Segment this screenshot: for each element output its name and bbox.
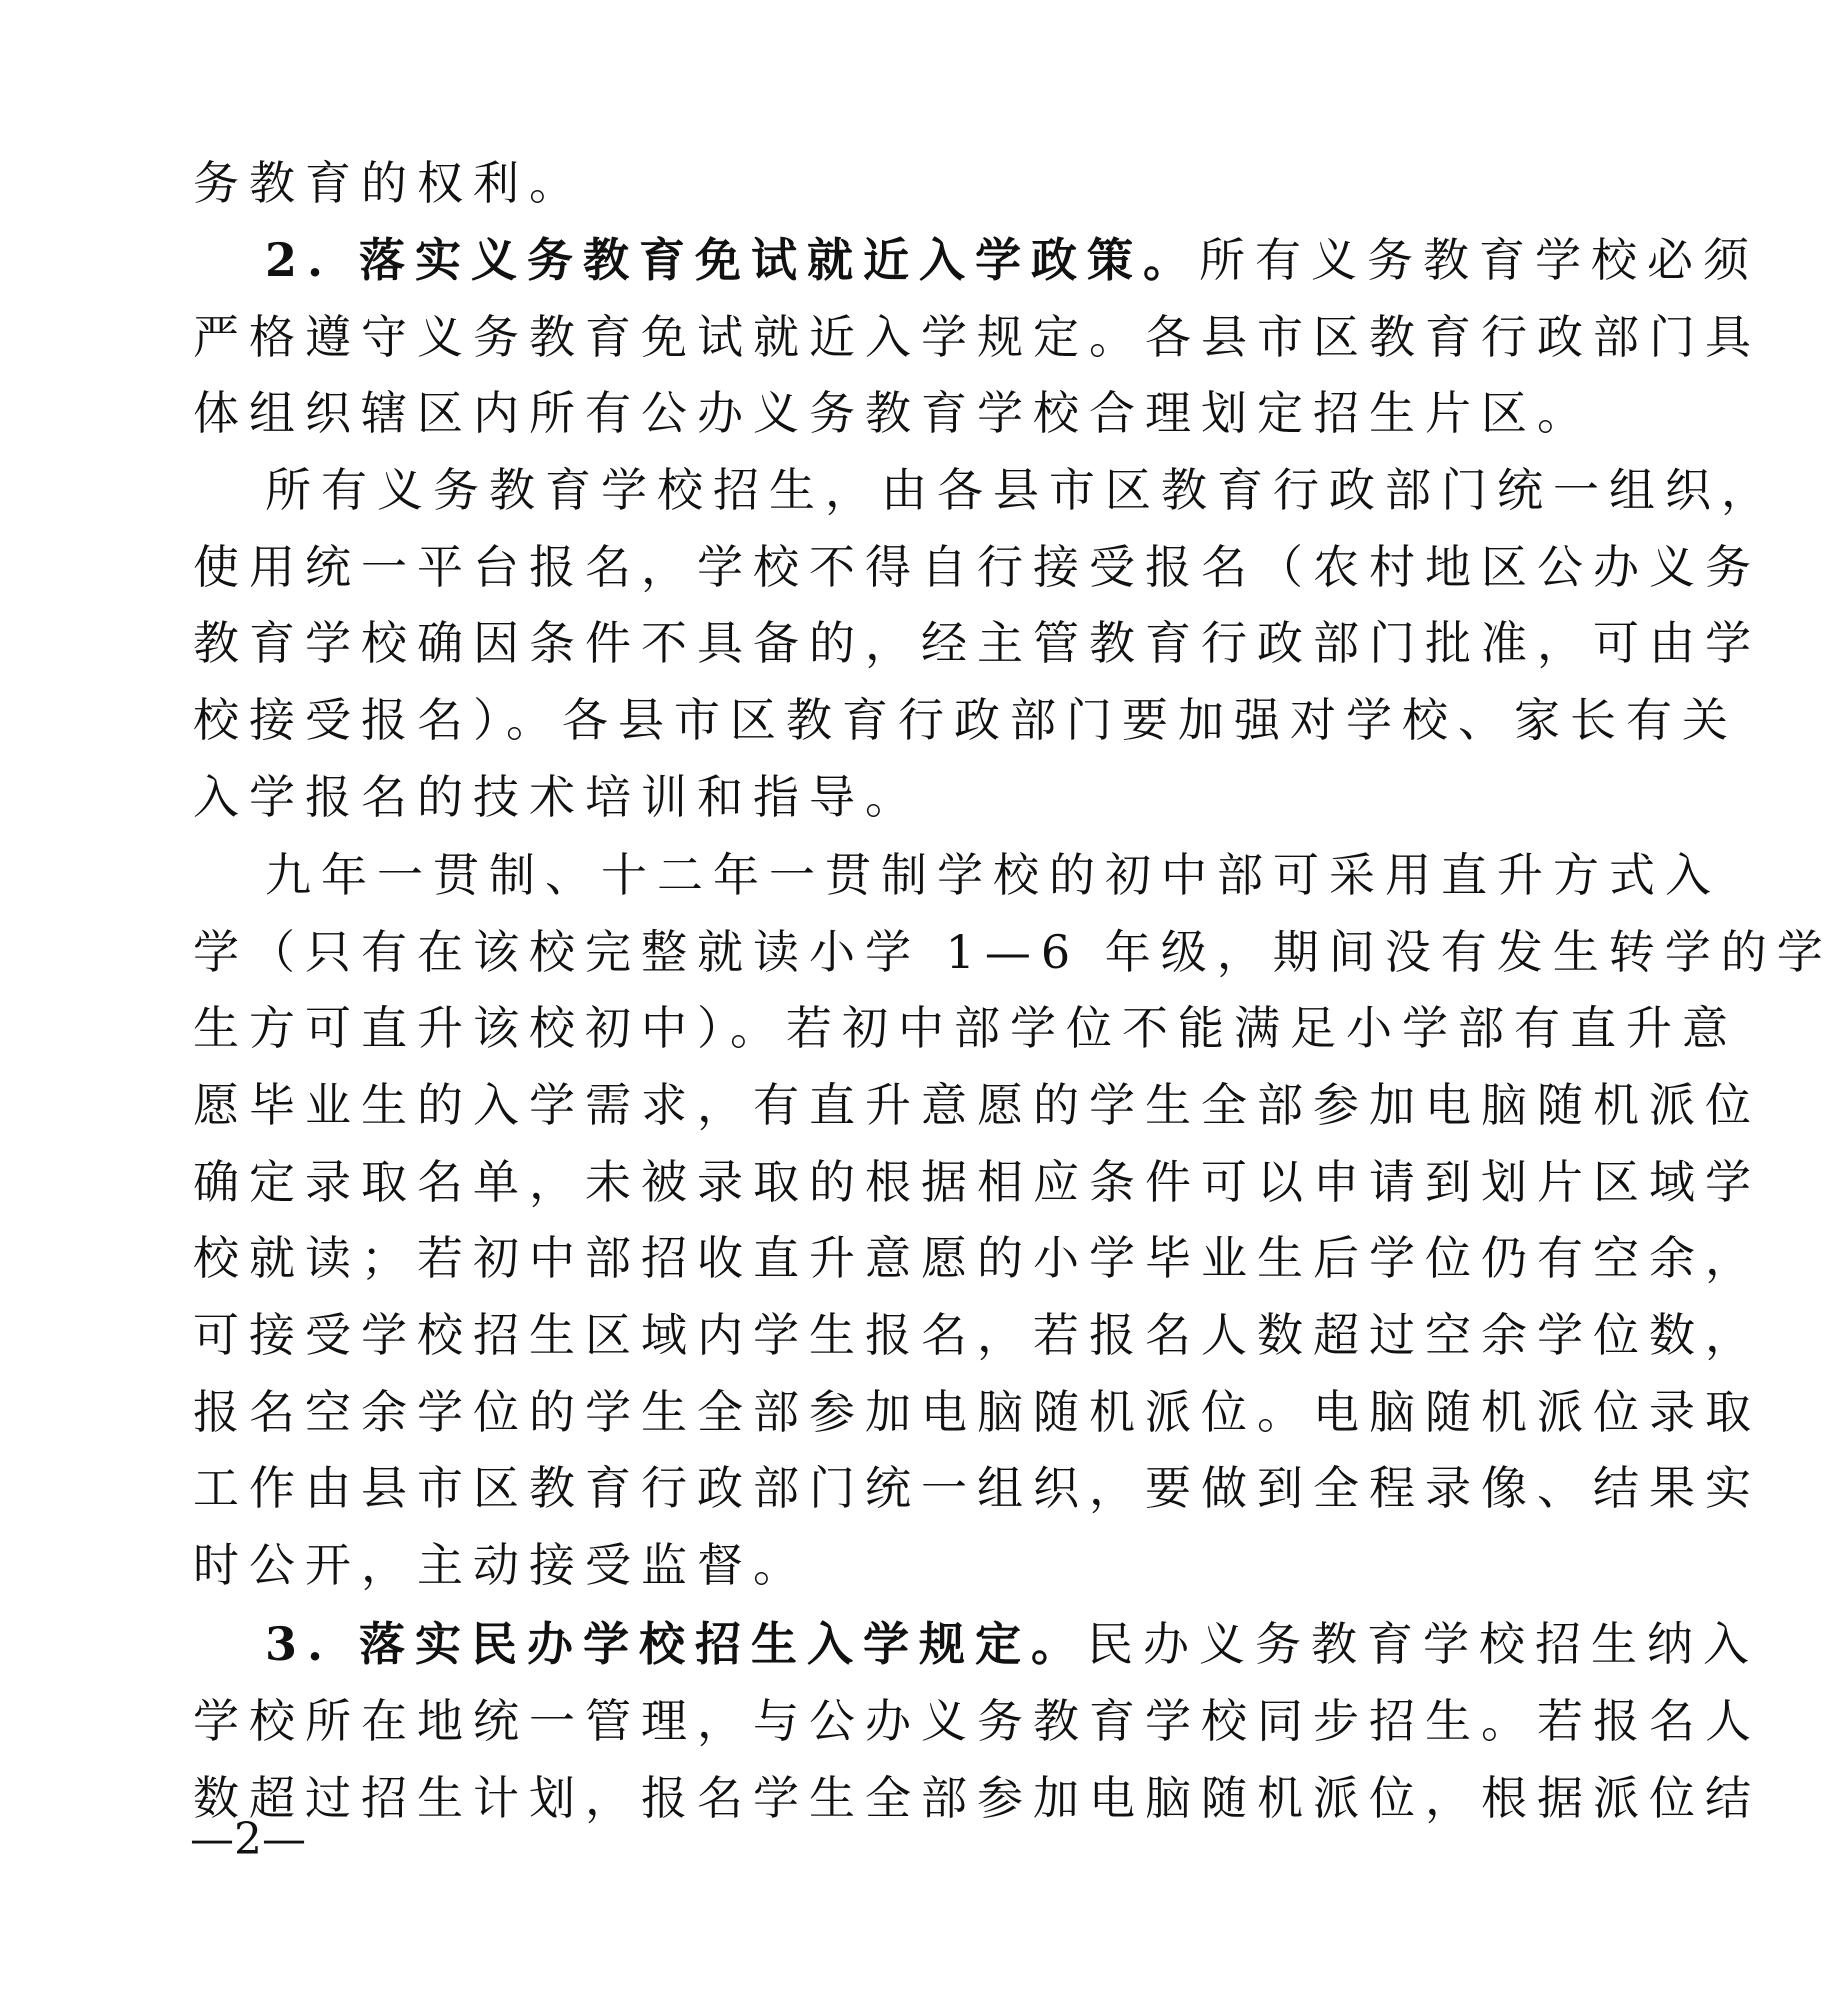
section-heading: 3. 落实民办学校招生入学规定。 <box>265 1617 1088 1671</box>
text-line <box>265 225 1759 295</box>
text-line: 报名空余学位的学生全部参加电脑随机派位。电脑随机派位录取 <box>193 1385 1761 1439</box>
text-line-content: 民办义务教育学校招生纳入 <box>1087 1617 1760 1671</box>
text-line: 愿毕业生的入学需求，有直升意愿的学生全部参加电脑随机派位 <box>193 1078 1761 1132</box>
text-line: 严格遵守义务教育免试就近入学规定。各县市区教育行政部门具 <box>193 310 1761 364</box>
text-line: 工作由县市区教育行政部门统一组织，要做到全程录像、结果实 <box>193 1461 1761 1515</box>
text-line: 可接受学校招生区域内学生报名，若报名人数超过空余学位数， <box>193 1308 1761 1362</box>
text-line: 体组织辖区内所有公办义务教育学校合理划定招生片区。 <box>193 386 1593 440</box>
text-line: 学（只有在该校完整就读小学 1—6 年级，期间没有发生转学的学 <box>193 925 1833 979</box>
text-line <box>265 1609 1759 1679</box>
text-line: 校接受报名）。各县市区教育行政部门要加强对学校、家长有关 <box>193 693 1738 747</box>
page-number: —2— <box>190 1814 306 1865</box>
text-line: 务教育的权利。 <box>193 156 585 210</box>
text-line: 学校所在地统一管理，与公办义务教育学校同步招生。若报名人 <box>193 1694 1761 1748</box>
text-line-content: 所有义务教育学校必须 <box>1199 233 1760 287</box>
text-line: 使用统一平台报名，学校不得自行接受报名（农村地区公办义务 <box>193 540 1761 594</box>
section-heading: 2. 落实义务教育免试就近入学政策。 <box>265 233 1200 287</box>
text-line: 数超过招生计划，报名学生全部参加电脑随机派位，根据派位结 <box>193 1771 1761 1825</box>
text-line: 九年一贯制、十二年一贯制学校的初中部可采用直升方式入 <box>265 848 1721 902</box>
text-line: 校就读；若初中部招收直升意愿的小学毕业生后学位仍有空余， <box>193 1231 1761 1285</box>
text-line: 所有义务教育学校招生，由各县市区教育行政部门统一组织， <box>265 463 1777 517</box>
text-line: 入学报名的技术培训和指导。 <box>193 770 921 824</box>
text-line: 确定录取名单，未被录取的根据相应条件可以申请到划片区域学 <box>193 1155 1761 1209</box>
text-line: 教育学校确因条件不具备的，经主管教育行政部门批准，可由学 <box>193 616 1761 670</box>
text-line: 生方可直升该校初中）。若初中部学位不能满足小学部有直升意 <box>193 1001 1738 1055</box>
text-line: 时公开，主动接受监督。 <box>193 1538 809 1592</box>
